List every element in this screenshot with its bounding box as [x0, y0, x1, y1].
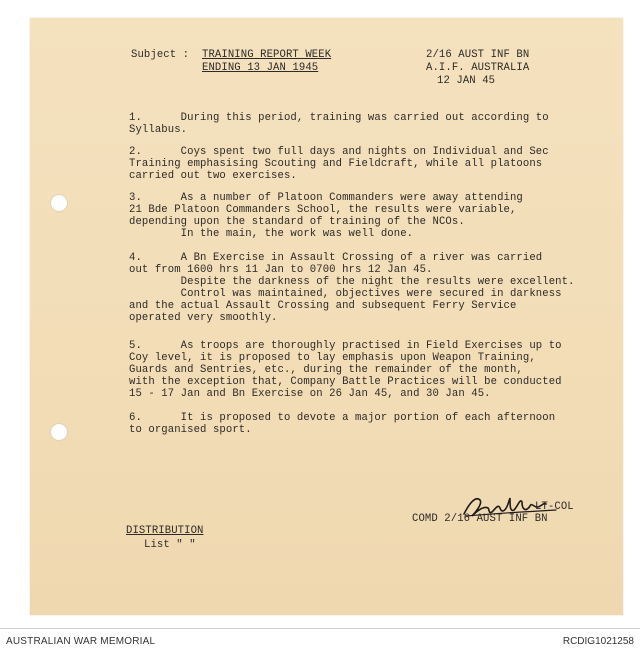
paragraph-5-line-2: Coy level, it is proposed to lay emphasis upon Weapon Training, — [129, 352, 536, 364]
paragraph-6-line-2: to organised sport. — [129, 424, 252, 436]
paragraph-1-line-2: Syllabus. — [129, 124, 188, 136]
paragraph-6-line-1: 6. It is proposed to devote a major portion of each afternoon — [129, 412, 556, 424]
document-page — [30, 18, 623, 615]
paragraph-3-line-2: 21 Bde Platoon Commanders School, the results were variable, — [129, 204, 517, 216]
punch-hole-top — [50, 194, 68, 212]
paragraph-3-line-3: depending upon the standard of training of the NCOs. — [129, 216, 465, 228]
record-id: RCDIG1021258 — [562, 636, 634, 647]
distribution-heading: DISTRIBUTION — [126, 525, 204, 537]
paragraph-2-line-1: 2. Coys spent two full days and nights on Individual and Sec — [129, 146, 549, 158]
paragraph-3-line-1: 3. As a number of Platoon Commanders were away attending — [129, 192, 523, 204]
paragraph-4-line-4: Control was maintained, objectives were secured in darkness — [129, 288, 562, 300]
paragraph-1-line-1: 1. During this period, training was carried out according to — [129, 112, 549, 124]
paragraph-5-line-5: 15 - 17 Jan and Bn Exercise on 26 Jan 45, and 30 Jan 45. — [129, 388, 491, 400]
unit-line-2: A.I.F. AUSTRALIA — [426, 62, 530, 74]
paragraph-4-line-5: and the actual Assault Crossing and subsequent Ferry Service — [129, 300, 517, 312]
paragraph-4-line-1: 4. A Bn Exercise in Assault Crossing of a river was carried — [129, 252, 543, 264]
paragraph-4-line-2: out from 1600 hrs 11 Jan to 0700 hrs 12 Jan 45. — [129, 264, 433, 276]
archive-footer — [0, 628, 640, 652]
paragraph-5-line-1: 5. As troops are thoroughly practised in Field Exercises up to — [129, 340, 562, 352]
paragraph-4-line-6: operated very smoothly. — [129, 312, 278, 324]
subject-label: Subject : — [131, 49, 190, 61]
paragraph-4-line-3: Despite the darkness of the night the results were excellent. — [129, 276, 575, 288]
signature-rank: LT-COL — [535, 501, 574, 513]
paragraph-3-line-4: In the main, the work was well done. — [129, 228, 414, 240]
paragraph-5-line-3: Guards and Sentries, etc., during the remainder of the month, — [129, 364, 523, 376]
institution-name: AUSTRALIAN WAR MEMORIAL — [6, 636, 156, 647]
punch-hole-bottom — [50, 423, 68, 441]
distribution-list: List " " — [144, 539, 196, 551]
signature-title: COMD 2/16 AUST INF BN — [412, 513, 548, 525]
unit-line-1: 2/16 AUST INF BN — [426, 49, 530, 61]
subject-line-2: ENDING 13 JAN 1945 — [202, 62, 319, 74]
paragraph-2-line-3: carried out two exercises. — [129, 170, 297, 182]
unit-line-3: 12 JAN 45 — [437, 75, 496, 87]
paragraph-5-line-4: with the exception that, Company Battle Practices will be conducted — [129, 376, 562, 388]
subject-line-1: TRAINING REPORT WEEK — [202, 49, 332, 61]
paragraph-2-line-2: Training emphasising Scouting and Fieldcraft, while all platoons — [129, 158, 543, 170]
